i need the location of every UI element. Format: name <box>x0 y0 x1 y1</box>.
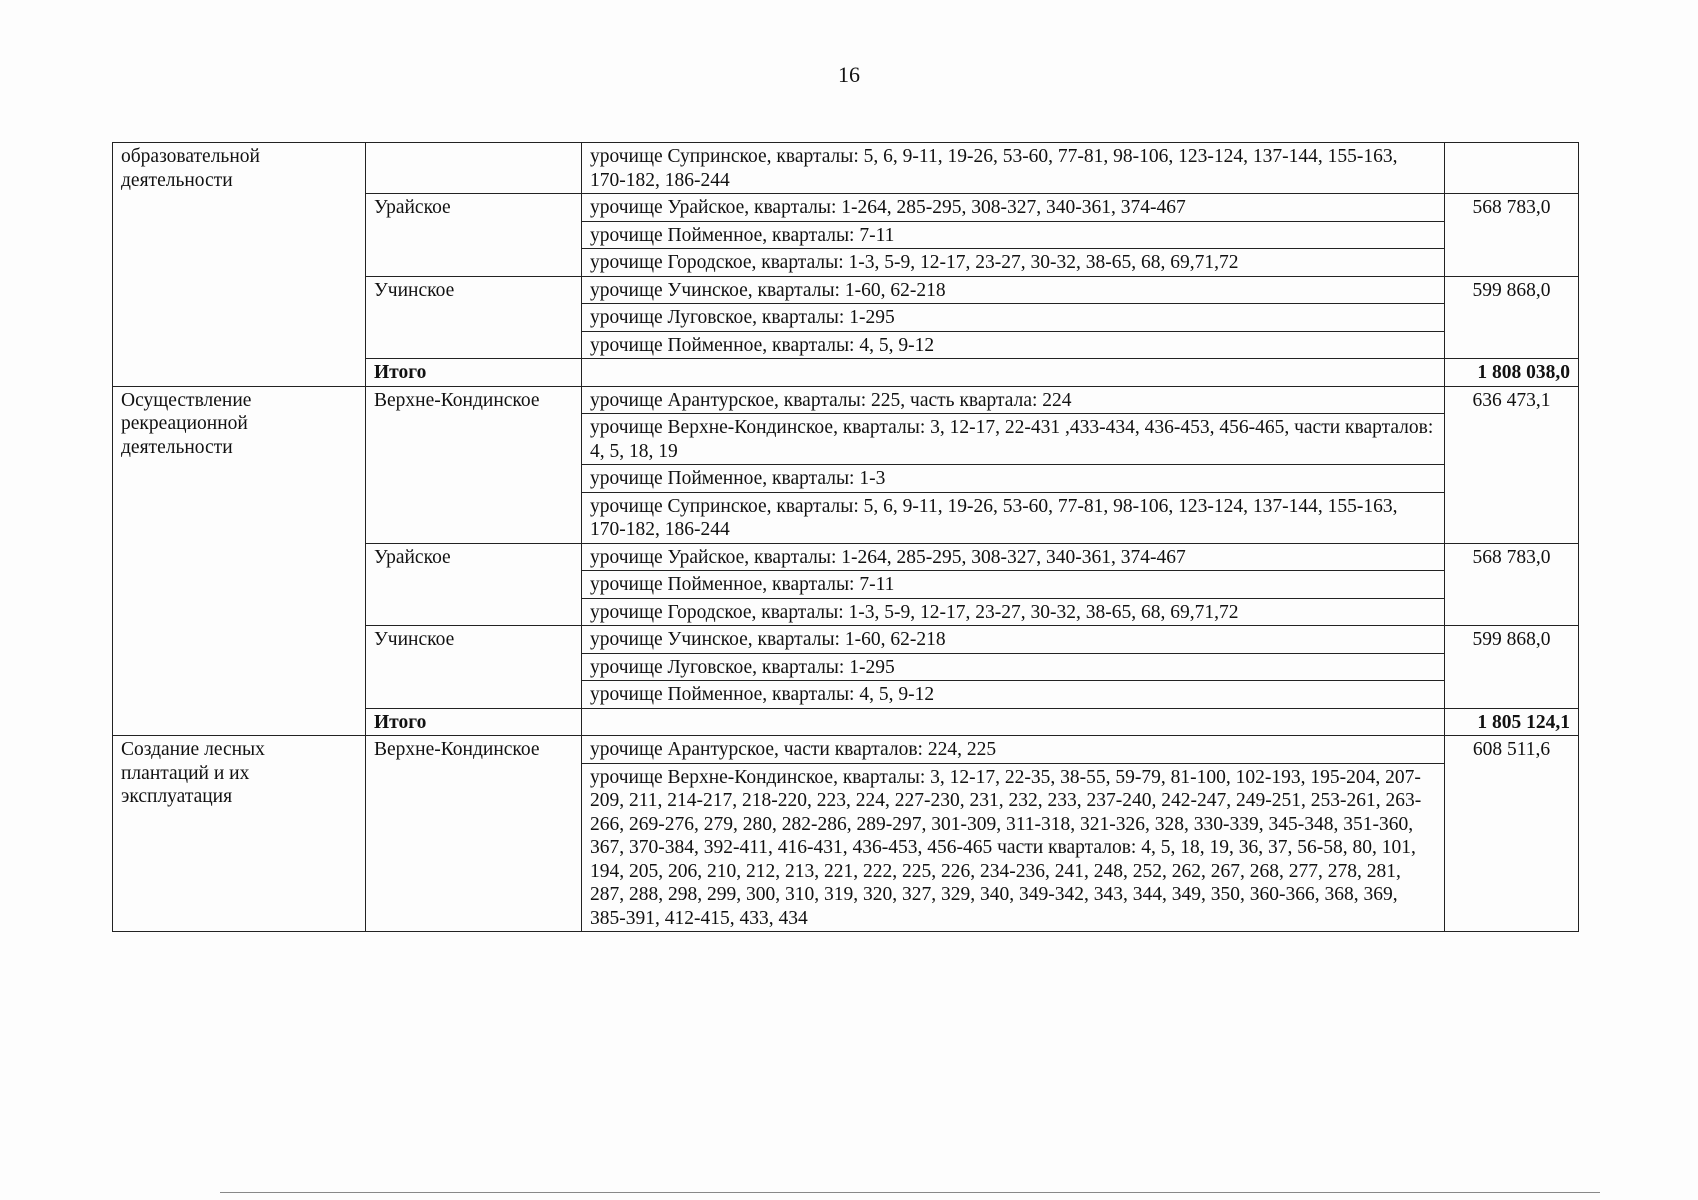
total-area: 1 808 038,0 <box>1445 359 1579 387</box>
forest-use-table <box>112 142 1579 932</box>
area-cell: 568 783,0 <box>1445 543 1579 626</box>
tract-cell: урочище Арантурское, кварталы: 225, часть квартала: 224 <box>582 386 1445 414</box>
district-cell: Верхне-Кондинское <box>366 386 582 543</box>
total-area: 1 805 124,1 <box>1445 708 1579 736</box>
activity-cell: образовательной деятельности <box>113 143 366 387</box>
table-row <box>113 736 1579 764</box>
area-cell <box>1445 143 1579 194</box>
district-cell: Учинское <box>366 276 582 359</box>
district-cell: Учинское <box>366 626 582 709</box>
total-empty <box>582 708 1445 736</box>
area-cell: 599 868,0 <box>1445 276 1579 359</box>
tract-cell: урочище Супринское, кварталы: 5, 6, 9-11, 19-26, 53-60, 77-81, 98-106, 123-124, 137-144, 155-163, 170-182, 186-244 <box>582 143 1445 194</box>
total-label: Итого <box>366 708 582 736</box>
tract-cell: урочище Пойменное, кварталы: 4, 5, 9-12 <box>582 331 1445 359</box>
area-cell: 599 868,0 <box>1445 626 1579 709</box>
tract-cell: урочище Учинское, кварталы: 1-60, 62-218 <box>582 276 1445 304</box>
tract-cell: урочище Супринское, кварталы: 5, 6, 9-11, 19-26, 53-60, 77-81, 98-106, 123-124, 137-144, 155-163, 170-182, 186-244 <box>582 492 1445 543</box>
tract-cell: урочище Учинское, кварталы: 1-60, 62-218 <box>582 626 1445 654</box>
tract-cell: урочище Городское, кварталы: 1-3, 5-9, 12-17, 23-27, 30-32, 38-65, 68, 69,71,72 <box>582 249 1445 277</box>
table-row <box>113 143 1579 194</box>
district-cell: Верхне-Кондинское <box>366 736 582 932</box>
scan-edge-line <box>220 1192 1600 1193</box>
district-cell: Урайское <box>366 194 582 277</box>
district-cell: Урайское <box>366 543 582 626</box>
tract-cell: урочище Арантурское, части кварталов: 224, 225 <box>582 736 1445 764</box>
activity-cell: Осуществление рекреационной деятельности <box>113 386 366 736</box>
tract-cell: урочище Городское, кварталы: 1-3, 5-9, 12-17, 23-27, 30-32, 38-65, 68, 69,71,72 <box>582 598 1445 626</box>
tract-cell: урочище Пойменное, кварталы: 1-3 <box>582 465 1445 493</box>
tract-cell: урочище Луговское, кварталы: 1-295 <box>582 653 1445 681</box>
table-row <box>113 386 1579 414</box>
area-cell: 568 783,0 <box>1445 194 1579 277</box>
tract-cell: урочище Урайское, кварталы: 1-264, 285-295, 308-327, 340-361, 374-467 <box>582 543 1445 571</box>
total-label: Итого <box>366 359 582 387</box>
tract-cell: урочище Верхне-Кондинское, кварталы: 3, 12-17, 22-35, 38-55, 59-79, 81-100, 102-193, 195-204, 207-209, 211, 214-217, 218-220, 223, 224, 227-230, 231, 232, 233, 237-240, 242-247, 249-251, 253-261, 263-266, 269-276, 279, 280, 282-286, 289-297, 301-309, 311-318, 321-326, 328, 330-339, 345-348, 351-360, 367, 370-384, 392-411, 416-431, 436-453, 456-465 части кварталов: 4, 5, 18, 19, 36, 37, 56-58, 80, 101, 194, 205, 206, 210, 212, 213, 221, 222, 225, 226, 234-236, 241, 248, 252, 262, 267, 268, 277, 278, 281, 287, 288, 298, 299, 300, 310, 319, 320, 327, 329, 340, 349-342, 343, 344, 349, 350, 360-366, 368, 369, 385-391, 412-415, 433, 434 <box>582 763 1445 932</box>
tract-cell: урочище Урайское, кварталы: 1-264, 285-295, 308-327, 340-361, 374-467 <box>582 194 1445 222</box>
total-empty <box>582 359 1445 387</box>
district-cell <box>366 143 582 194</box>
activity-cell: Создание лесных плантаций и их эксплуатация <box>113 736 366 932</box>
tract-cell: урочище Луговское, кварталы: 1-295 <box>582 304 1445 332</box>
area-cell: 608 511,6 <box>1445 736 1579 932</box>
tract-cell: урочище Пойменное, кварталы: 7-11 <box>582 571 1445 599</box>
area-cell: 636 473,1 <box>1445 386 1579 543</box>
tract-cell: урочище Верхне-Кондинское, кварталы: 3, 12-17, 22-431 ,433-434, 436-453, 456-465, части кварталов: 4, 5, 18, 19 <box>582 414 1445 465</box>
page-number: 16 <box>838 62 860 87</box>
tract-cell: урочище Пойменное, кварталы: 7-11 <box>582 221 1445 249</box>
tract-cell: урочище Пойменное, кварталы: 4, 5, 9-12 <box>582 681 1445 709</box>
